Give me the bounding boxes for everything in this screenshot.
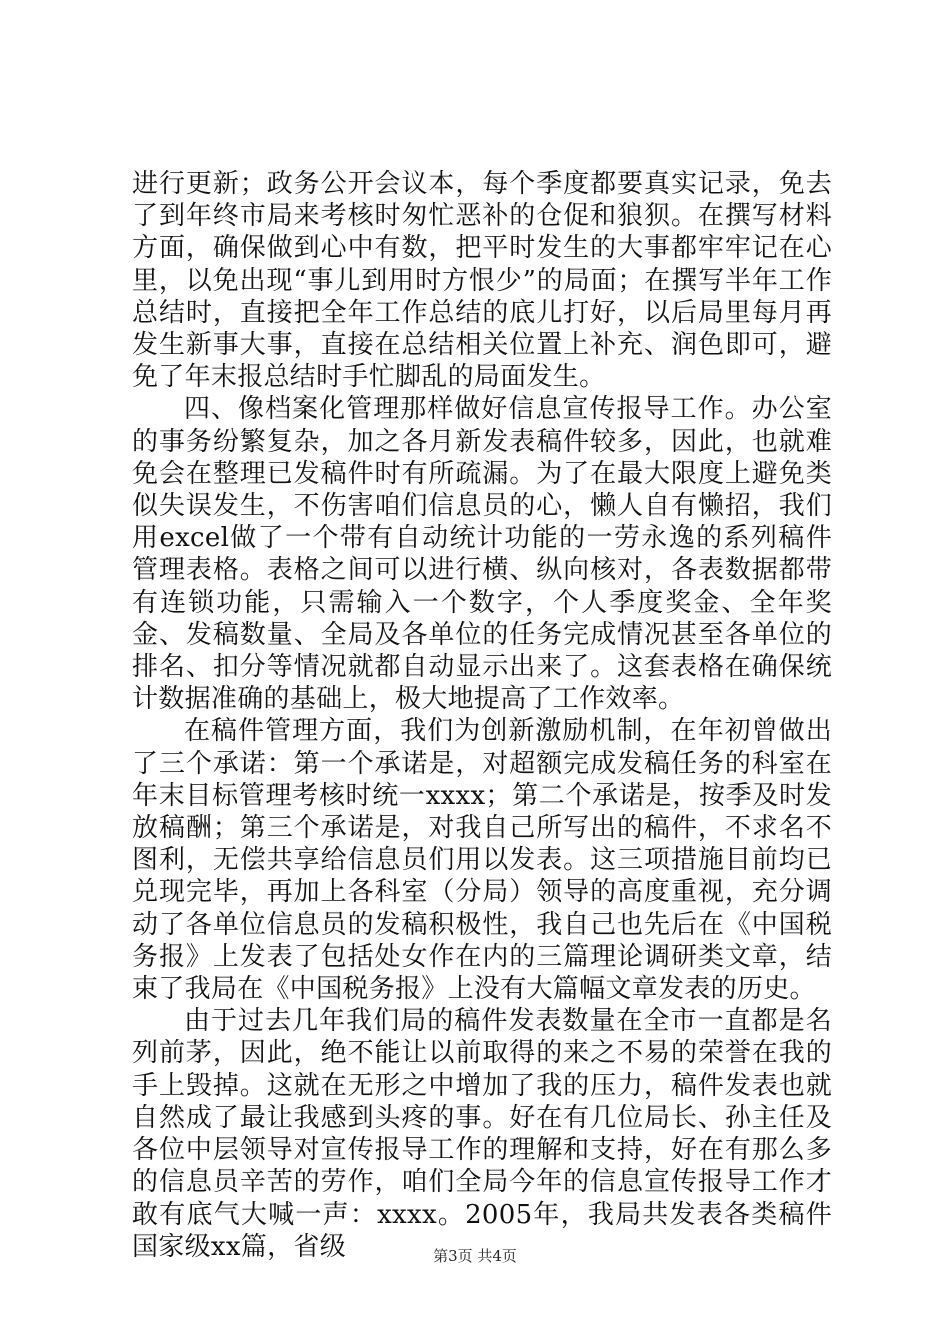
paragraph-manuscript-management: 在稿件管理方面，我们为创新激励机制，在年初曾做出了三个承诺：第一个承诺是，对超额完成发稿任务的科室在年末目标管理考核时统一xxxx；第二个承诺是，按季及时发放稿酬；第三个承诺是，对我自己所写出的稿件，不求名不图利，无偿共享给信息员们用以发表。这三项措施目前均已兑现完毕，再加上各科室（分局）领导的高度重视，充分调动了各单位信息员的发稿积极性，我自己也先后在《中国税务报》上发表了包括处女作在内的三篇理论调研类文章，结束了我局在《中国税务报》上没有大篇幅文章发表的历史。: [132, 716, 832, 1005]
paragraph-section-four: 四、像档案化管理那样做好信息宣传报导工作。办公室的事务纷繁复杂，加之各月新发表稿件较多，因此，也就难免会在整理已发稿件时有所疏漏。为了在最大限度上避免类似失误发生，不伤害咱们信息员的心，懒人自有懒招，我们用excel做了一个带有自动统计功能的一劳永逸的系列稿件管理表格。表格之间可以进行横、纵向核对，各表数据都带有连锁功能，只需输入一个数字，个人季度奖金、全年奖金、发稿数量、全局及各单位的任务完成情况甚至各单位的排名、扣分等情况就都自动显示出来了。这套表格在确保统计数据准确的基础上，极大地提高了工作效率。: [132, 394, 832, 715]
document-body: [132, 168, 832, 1263]
paragraph-continuation: 进行更新；政务公开会议本，每个季度都要真实记录，免去了到年终市局来考核时匆忙恶补的仓促和狼狈。在撰写材料方面，确保做到心中有数，把平时发生的大事都牢牢记在心里，以免出现“事儿到用时方恨少”的局面；在撰写半年工作总结时，直接把全年工作总结的底儿打好，以后局里每月再发生新事大事，直接在总结相关位置上补充、润色即可，避免了年末报总结时手忙脚乱的局面发生。: [132, 169, 832, 393]
page-footer: 第3页 共4页: [433, 1247, 517, 1265]
paragraph-publication-results: 由于过去几年我们局的稿件发表数量在全市一直都是名列前茅，因此，绝不能让以前取得的来之不易的荣誉在我的手上毁掉。这就在无形之中增加了我的压力，稿件发表也就自然成了最让我感到头疼的事。好在有几位局长、孙主任及各位中层领导对宣传报导工作的理解和支持，好在有那么多的信息员辛苦的劳作，咱们全局今年的信息宣传报导工作才敢有底气大喊一声：xxxx。2005年，我局共发表各类稿件国家级xx篇，省级: [132, 1006, 832, 1262]
